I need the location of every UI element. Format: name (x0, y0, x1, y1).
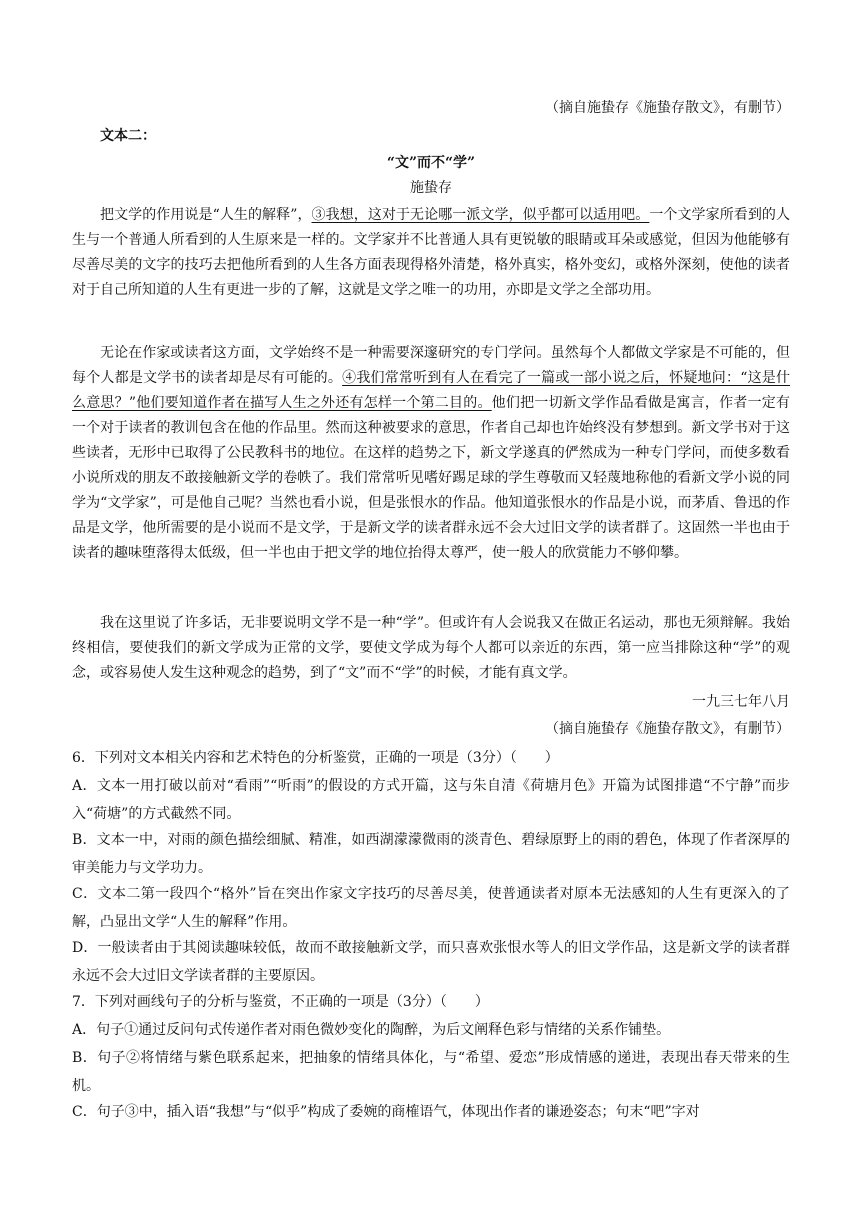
essay-paragraph-3: 我在这里说了许多话，无非要说明文学不是一种“学”。但或许有人会说我又在做正名运动，那也无须辩解。我始终相信，要使我们的新文学成为正常的文学，要使文学成为每个人都可以亲近的东西，第一应当排除这种“学”的观念，或容易使人发生这种观念的趋势，到了“文”而不“学”的时候，才能有真文学。 (72, 615, 790, 681)
underlined-sentence-4: ④我们常常听到有人在看完了一篇或一部小说之后，怀疑地问：“这是什么意思？”他们要知道作者在描写人生之外还有怎样一个第二目的。 (72, 370, 791, 411)
paragraph-text: 无论在作家或读者这方面，文学始终不是一种需要深邃研究的专门学问。虽然每个人都做文学家是不可能的，但每个人都是文学书的读者却是尽有可能的。 (72, 345, 790, 386)
question-6-option-c: C．文本二第一段四个“格外”旨在突出作家文字技巧的尽善尽美，使普通读者对原本无法感知的人生有更深入的了解，凸显出文学“人生的解释”作用。 (72, 886, 790, 930)
essay-date: 一九三七年八月 (692, 694, 790, 710)
question-7-stem: 7．下列对画线句子的分析与鉴赏，不正确的一项是（3分）（ ） (72, 994, 489, 1010)
question-6-option-a: A．文本一用打破以前对“看雨”“听雨”的假设的方式开篇，这与朱自清《荷塘月色》开篇为试图排遣“不宁静”而步入“荷塘”的方式截然不同。 (72, 778, 790, 822)
essay-author: 施蛰存 (410, 180, 452, 196)
question-7-option-c: C．句子③中，插入语“我想”与“似乎”构成了委婉的商榷语气，体现出作者的谦逊姿态；句末“吧”字对 (72, 1104, 700, 1120)
question-7-option-b: B．句子②将情绪与紫色联系起来，把抽象的情绪具体化，与“希望、爱恋”形成情感的递进，表现出春天带来的生机。 (72, 1050, 790, 1094)
section-label-text2: 文本二： (100, 128, 156, 144)
paragraph-text: 把文学的作用说是“人生的解释”， (100, 207, 312, 223)
question-6-option-d: D．一般读者由于其阅读趣味较低，故而不敢接触新文学，而只喜欢张恨水等人的旧文学作品，这是新文学的读者群永远不会大过旧文学读者群的主要原因。 (72, 940, 790, 984)
essay-title: “文”而不“学” (386, 155, 476, 171)
question-6-stem: 6．下列对文本相关内容和艺术特色的分析鉴赏，正确的一项是（3分）（ ） (72, 750, 559, 766)
essay-paragraph-2 (72, 341, 790, 566)
underlined-sentence-3: ③我想，这对于无论哪一派文学，似乎都可以适用吧。 (311, 207, 650, 223)
question-6-option-b: B．文本一中，对雨的颜色描绘细腻、精准，如西湖濛濛微雨的淡青色、碧绿原野上的雨的碧色，体现了作者深厚的审美能力与文学功力。 (72, 832, 790, 876)
paragraph-text: 一个文学家所看到的人生与一个普通人所看到的人生原来是一样的。文学家并不比普通人具有更锐敏的眼睛或耳朵或感觉，但因为他能够有尽善尽美的文字的技巧去把他所看到的人生各方面表现得格外清楚，格外真实，格外变幻，或格外深刻，使他的读者对于自己所知道的人生有更进一步的了解，这就是文学之唯一的功用，亦即是文学之全部功用。 (72, 207, 791, 298)
source-citation: （摘自施蛰存《施蛰存散文》，有删节） (545, 721, 790, 737)
paragraph-text: 他们把一切新文学作品看做是寓言，作者一定有一个对于读者的教训包含在他的作品里。然而这种被要求的意思，作者自己却也许始终没有梦想到。新文学书对于这些读者，无形中已取得了公民教科书的地位。在这样的趋势之下，新文学遂真的俨然成为一种专门学问，而使多数看小说所戏的朋友不敢接触新文学的卷帙了。我们常常听见嗜好踢足球的学生尊敬而又轻蔑地称他的看新文学小说的同学为“文学家”，可是他自己呢？当然也看小说，但是张恨水的作品。他知道张恨水的作品是小说，而茅盾、鲁迅的作品是文学，他所需要的是小说而不是文学，于是新文学的读者群永远不会大过旧文学的读者群了。这固然一半也由于读者的趣味堕落得太低级，但一半也由于把文学的地位抬得太尊严，使一般人的欣赏能力不够仰攀。 (72, 395, 791, 561)
source-citation-top: （摘自施蛰存《施蛰存散文》，有删节） (545, 100, 790, 116)
essay-paragraph-1 (72, 203, 790, 303)
question-7-option-a: A．句子①通过反问句式传递作者对雨色微妙变化的陶醉，为后文阐释色彩与情绪的关系作铺垫。 (72, 1022, 671, 1038)
